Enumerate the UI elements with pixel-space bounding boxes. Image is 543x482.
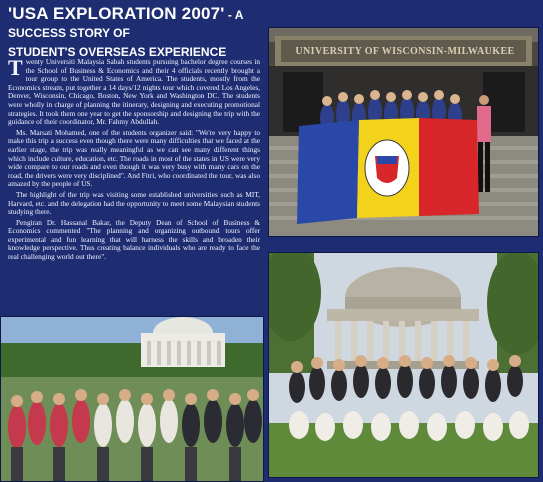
- photo-mit-illustration: [269, 253, 538, 477]
- paragraph-4: Pengiran Dr. Hassanal Bakar, the Deputy Dean of School of Business & Economics commented "The planning and organizing outbound tours offer experimental and fun learning that will harness the skills and broaden their knowledge perspective. Thus creating balance individuals who are ready to face the real challenging world out there".: [8, 217, 260, 262]
- title-tail: - A SUCCESS STORY OF: [8, 8, 243, 40]
- title-line2: STUDENT'S OVERSEAS EXPERIENCE: [8, 45, 227, 59]
- article-body: [8, 55, 260, 264]
- flag: [297, 118, 479, 224]
- wisconsin-sign: UNIVERSITY OF WISCONSIN-MILWAUKEE: [295, 46, 515, 57]
- dropcap: T: [8, 55, 23, 80]
- photo-mit-group: [268, 252, 539, 478]
- paragraph-1: [8, 55, 260, 127]
- title-main: 'USA EXPLORATION 2007': [8, 4, 225, 23]
- photo-capitol-illustration: [1, 317, 263, 481]
- paragraph-2: Ms. Marsati Mohamed, one of the students organizer said: "We're very happy to make this trip a success even though there were many difficulties that we faced at the earlier stage, the trip was really meaningful as we can see many different things which include culture, education, etc. The roads in most of the states in US were very wide compare to our roads and even though it was very busy with many cars on the road, the drivers were very disciplined". And Fitri, who coordinated the tour, was also amazed by the people of US.: [8, 127, 260, 189]
- paragraph-3: The highlight of the trip was visiting some established universities such as MIT, Harvard, etc. and the delegation had the opportunity to meet some Malaysian students studying there.: [8, 189, 260, 217]
- photo-wisconsin-group: [268, 27, 539, 237]
- paragraph-1-text: wenty Universiti Malaysia Sabah students pursuing bachelor degree courses in the School of Business & Economics and their 4 officials recently brought a tour group to the United States of America. The students, mostly from the Economics stream, put together a 14 days/12 nights tour which covered Los Angeles, Denver, Wisconsin, Chicago, Boston, New York and Washington DC. The students were wholly in charge of planning the itinerary, designing and executing promotional strategies. It took them one year to get the sponsorship and designing the trip with the guidance of their coordinator, Mr. Fahmy Abdullah.: [8, 57, 260, 127]
- article-title: [8, 4, 270, 60]
- photo-capitol-group: [0, 316, 264, 482]
